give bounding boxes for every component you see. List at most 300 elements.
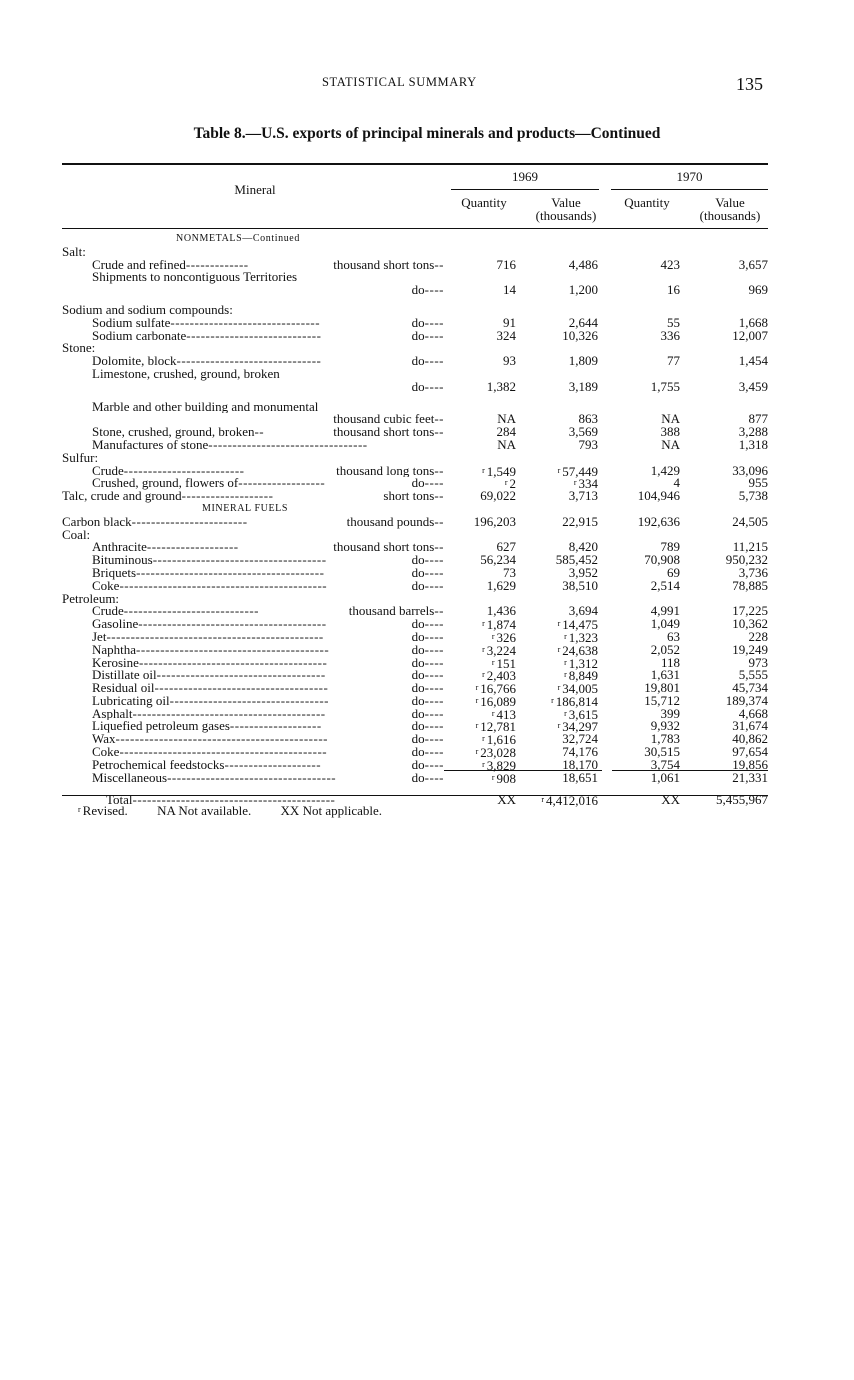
quantity-1970-cell [650, 769, 680, 785]
quantity-1969-cell [503, 355, 516, 368]
leader-dots: ---------------------------------------- [136, 643, 330, 657]
leader-dots: ---------------------------- [186, 329, 322, 343]
value-1970-cell [732, 327, 768, 343]
row-label [92, 477, 325, 490]
value-1970-value: 33,096 [732, 462, 768, 478]
value-1969-value: 1,312 [568, 655, 598, 671]
row-label-text: Bituminous [92, 554, 153, 567]
value-1970-cell [732, 577, 768, 593]
table-row [62, 513, 772, 529]
quantity-1969-value: 23,028 [480, 745, 516, 761]
row-unit [412, 695, 444, 708]
row-label [62, 452, 98, 465]
row-label-text: Miscellaneous [92, 771, 168, 785]
row-unit-text: do [411, 758, 425, 772]
revised-mark: r [475, 721, 479, 731]
leader-dots: -------------------------------------------- [115, 733, 328, 747]
row-label-text: Jet [92, 630, 107, 644]
row-unit [412, 720, 444, 733]
unit-leader-dots: ---- [424, 707, 444, 721]
row-unit [347, 516, 444, 529]
quantity-1969-value: 1,874 [486, 617, 516, 633]
row-unit [412, 772, 444, 785]
leader-dots: ------------------ [238, 477, 326, 491]
value-1970-cell [738, 256, 768, 272]
unit-leader-dots: ---- [424, 566, 444, 580]
value-1970-value: 189,374 [725, 692, 768, 708]
row-unit-text: do [411, 746, 425, 759]
row-unit [333, 541, 444, 554]
quantity-1970-value: 55 [667, 314, 680, 330]
quantity-1969-value: 196,203 [473, 513, 516, 529]
value-1969-value: 4,486 [568, 256, 598, 272]
row-unit-text: thousand pounds [346, 515, 435, 529]
quantity-1969-value: 1,436 [486, 603, 516, 619]
row-label [92, 401, 318, 414]
revised-mark: r [557, 721, 561, 731]
header-mineral: Mineral [234, 182, 276, 197]
row-label-text: Total [106, 794, 133, 808]
quantity-1969-value: 151 [496, 655, 516, 671]
header-quantity-1970: Quantity [624, 195, 670, 210]
row-label-text: Crushed, ground, flowers of [92, 477, 239, 491]
footnote-xx: XX Not applicable. [280, 803, 382, 818]
unit-leader-dots: -- [434, 541, 444, 555]
row-label [62, 529, 90, 542]
row-label [92, 330, 321, 343]
row-label [92, 682, 328, 695]
row-label [92, 580, 327, 593]
unit-leader-dots: ---- [424, 284, 444, 297]
leader-dots: ------------------------------------------- [119, 746, 328, 759]
row-label [202, 503, 288, 516]
value-1970-value: 10,362 [732, 616, 768, 632]
value-1969-value: 334 [578, 476, 598, 492]
quantity-1969-cell [486, 378, 516, 394]
value-1970-value: 12,007 [732, 327, 768, 343]
unit-leader-dots: ---- [424, 643, 444, 657]
row-unit [412, 682, 444, 695]
value-1969-cell [569, 355, 598, 368]
row-unit [412, 330, 444, 343]
table-row [62, 327, 772, 343]
row-label [62, 304, 233, 317]
unit-leader-dots: -- [434, 515, 444, 529]
value-1970-value: 17,225 [732, 603, 768, 619]
quantity-1970-cell [637, 513, 680, 529]
value-1970-value: 5,555 [738, 667, 768, 683]
quantity-1970-value: 789 [660, 539, 680, 555]
value-1969-cell [562, 327, 598, 343]
value-1969-value: 10,326 [562, 327, 598, 343]
quantity-1969-value: 93 [503, 353, 516, 369]
value-1970-value: 5,738 [738, 488, 768, 504]
revised-mark: r [482, 734, 485, 744]
total-rule-1970 [612, 770, 768, 771]
unit-leader-dots: -- [434, 605, 444, 619]
quantity-1969-value: 14 [503, 282, 516, 298]
row-label-text: Distillate oil [92, 669, 157, 683]
row-label-text: Asphalt [92, 707, 133, 721]
quantity-1969-cell [492, 772, 516, 786]
row-label-text: Crude [92, 605, 124, 619]
quantity-1970-value: 9,932 [650, 718, 680, 734]
quantity-1970-value: NA [661, 411, 680, 427]
value-1969-value: 74,176 [562, 744, 598, 760]
header-bottom-rule [62, 228, 768, 229]
row-unit [412, 554, 444, 567]
quantity-1970-cell [660, 256, 681, 272]
row-unit-text: thousand short tons [333, 426, 435, 439]
quantity-1969-value: 2 [509, 476, 516, 492]
row-label-text: Liquefied petroleum gases [92, 720, 230, 734]
table-row [62, 554, 772, 567]
value-1969-cell [562, 513, 598, 529]
revised-mark: r [475, 683, 479, 693]
quantity-1969-value: 908 [496, 770, 516, 786]
table-row [62, 378, 772, 394]
revised-mark: r [557, 644, 561, 654]
quantity-1969-value: 1,549 [486, 463, 516, 479]
year-1970-rule [611, 189, 768, 190]
value-1969-cell [541, 794, 598, 808]
row-label [92, 772, 336, 785]
row-unit-text: thousand barrels [348, 605, 435, 619]
unit-leader-dots: ---- [424, 554, 444, 567]
table-row [62, 271, 772, 284]
row-label [92, 631, 324, 644]
row-unit-text: do [411, 733, 425, 747]
value-1970-value: 1,318 [738, 436, 768, 452]
value-1969-value: 1,323 [568, 629, 598, 645]
row-unit [412, 631, 444, 644]
value-1970-cell [739, 490, 768, 503]
row-label [62, 490, 273, 503]
row-label-text: Anthracite [92, 541, 147, 555]
leader-dots: --------------------------------------- [136, 566, 325, 580]
row-label [92, 657, 327, 670]
leader-dots: ---------------------------- [123, 605, 259, 619]
row-unit [412, 284, 444, 297]
leader-dots: --------------------------------------- [138, 656, 328, 670]
row-label-text: Shipments to noncontiguous Territories [92, 271, 298, 285]
leader-dots: ------------------- [181, 490, 274, 503]
row-label-text: MINERAL FUELS [202, 502, 289, 514]
quantity-1969-cell [497, 436, 516, 452]
row-unit [333, 259, 444, 272]
quantity-1970-value: 2,514 [650, 577, 680, 593]
value-1970-value: 877 [748, 411, 768, 427]
table-row [62, 490, 772, 503]
value-1970-value: 228 [748, 628, 768, 644]
value-1969-value: 793 [578, 436, 598, 452]
footnote-revised-text: Revised. [82, 803, 128, 818]
value-1970-value: 4,668 [738, 705, 768, 721]
quantity-1970-value: 16 [667, 282, 680, 298]
row-unit-text: do [411, 554, 425, 567]
unit-leader-dots: -- [434, 426, 444, 439]
row-unit [336, 465, 444, 478]
row-label-text: Sulfur: [62, 451, 99, 465]
value-1970-value: 31,674 [732, 718, 768, 734]
unit-leader-dots: ---- [424, 630, 444, 644]
table-body [62, 233, 772, 807]
revised-mark: r [564, 631, 567, 641]
value-1970-cell [716, 794, 768, 807]
quantity-1970-cell [667, 284, 680, 297]
row-label-text: Lubricating oil [92, 694, 170, 708]
row-unit [412, 381, 444, 394]
running-head: STATISTICAL SUMMARY [322, 75, 477, 89]
revised-mark: r [557, 683, 561, 693]
row-label [92, 368, 280, 381]
footnote-revised [78, 803, 128, 818]
quantity-1970-value: 4 [673, 475, 680, 491]
row-unit [412, 580, 444, 593]
table-row [62, 284, 772, 297]
header-value-1969 [526, 196, 606, 222]
unit-leader-dots: ---- [424, 720, 444, 734]
quantity-1970-value: 104,946 [637, 488, 680, 504]
unit-leader-dots: ---- [424, 380, 444, 394]
header-value-1970-line2: (thousands) [699, 208, 761, 223]
value-1970-value: 78,885 [732, 577, 768, 593]
leader-dots: -------------------- [224, 758, 322, 772]
row-unit [349, 605, 444, 618]
quantity-1969-value: 69,022 [480, 488, 516, 504]
value-1970-value: 3,736 [738, 564, 768, 580]
table-top-rule [62, 163, 768, 165]
quantity-1970-value: 1,755 [650, 378, 680, 394]
revised-mark: r [475, 747, 479, 757]
row-label [92, 426, 264, 439]
row-unit-text: do [411, 284, 425, 297]
value-1970-value: 40,862 [732, 731, 768, 747]
value-1969-value: 2,644 [568, 314, 598, 330]
leader-dots: -- [254, 426, 265, 439]
quantity-1969-cell [496, 256, 517, 272]
value-1969-cell [562, 577, 598, 593]
row-label-text: NONMETALS—Continued [176, 233, 300, 244]
value-1969-value: 24,638 [562, 642, 598, 658]
row-label-text: Carbon black [62, 515, 132, 529]
quantity-1970-value: 3,754 [650, 756, 680, 772]
leader-dots: ------------------------------- [170, 316, 321, 330]
row-unit [333, 413, 444, 426]
quantity-1970-value: 19,801 [644, 680, 680, 696]
value-1969-value: 18,651 [562, 769, 598, 785]
row-unit [412, 567, 444, 580]
row-label-text: Briquets [92, 566, 137, 580]
row-label-text: Sodium sulfate [92, 316, 171, 330]
quantity-1969-value: 73 [503, 564, 516, 580]
row-unit [412, 317, 444, 330]
row-unit-text: short tons [383, 490, 435, 503]
footnote-na: NA Not available. [157, 803, 252, 818]
quantity-1969-value: 3,224 [486, 642, 516, 658]
quantity-1969-value: NA [497, 411, 516, 427]
quantity-1969-value: 1,629 [486, 577, 516, 593]
row-label-text: Kerosine [92, 656, 139, 670]
quantity-1969-value: NA [497, 436, 516, 452]
row-label [62, 516, 248, 529]
value-1969-value: 3,615 [568, 706, 598, 722]
quantity-1970-cell [638, 490, 680, 503]
value-1969-value: 32,724 [562, 731, 598, 747]
leader-dots: ----------------------------------- [156, 669, 326, 683]
quantity-1969-value: 324 [496, 327, 516, 343]
row-unit-text: do [411, 720, 425, 734]
quantity-1970-value: 423 [660, 256, 680, 272]
value-1969-value: 1,200 [568, 282, 598, 298]
row-unit-text: do [411, 682, 425, 695]
table-row [62, 618, 772, 631]
row-label [92, 605, 259, 618]
leader-dots: ------------------- [229, 720, 322, 734]
value-1969-cell [569, 284, 598, 297]
revised-mark: r [482, 619, 485, 629]
value-1969-value: 3,713 [568, 488, 598, 504]
value-1969-value: 18,170 [562, 756, 598, 772]
quantity-1970-value: 1,049 [650, 616, 680, 632]
row-label-text: Petrochemical feedstocks [92, 758, 225, 772]
value-1969-value: 38,510 [562, 577, 598, 593]
value-1969-value: 3,569 [568, 424, 598, 440]
row-label-text: Salt: [62, 245, 86, 259]
value-1970-value: 19,856 [732, 756, 768, 772]
quantity-1970-value: 69 [667, 564, 680, 580]
revised-mark: r [482, 465, 485, 475]
row-label [92, 720, 322, 733]
row-label-text: Coke [92, 746, 120, 759]
table-row [62, 436, 772, 452]
row-label [92, 259, 249, 272]
leader-dots: ----------------------------------- [167, 771, 337, 785]
row-unit-text: do [411, 707, 425, 721]
quantity-1969-cell [497, 794, 516, 807]
row-label [92, 733, 328, 746]
leader-dots: --------------------------------------- [138, 618, 327, 631]
quantity-1970-cell [661, 436, 680, 452]
unit-leader-dots: -- [434, 413, 444, 427]
row-label-text: Petroleum: [62, 592, 120, 606]
quantity-1970-value: 63 [667, 628, 680, 644]
row-unit [412, 618, 444, 631]
revised-mark: r [482, 644, 485, 654]
value-1969-value: 8,849 [568, 668, 598, 684]
quantity-1970-value: 70,908 [644, 552, 680, 568]
quantity-1970-value: 4,991 [650, 603, 680, 619]
quantity-1970-value: 1,429 [650, 462, 680, 478]
row-unit-text: do [411, 694, 425, 708]
value-1970-value: 3,459 [738, 378, 768, 394]
row-label [92, 759, 321, 772]
leader-dots: ------------------------------ [176, 355, 322, 368]
revised-mark: r [482, 670, 485, 680]
quantity-1969-value: 16,766 [480, 681, 516, 697]
row-unit-text: do [411, 643, 425, 657]
header-year-1969: 1969 [512, 169, 538, 184]
value-1969-cell [578, 436, 599, 452]
value-1969-value: 8,420 [568, 539, 598, 555]
table-row [62, 462, 772, 479]
table-title: Table 8.—U.S. exports of principal minerals and products—Continued [193, 125, 661, 142]
header-quantity-1969: Quantity [461, 195, 507, 210]
revised-mark: r [564, 657, 567, 667]
row-unit [383, 490, 444, 503]
row-unit-text: thousand short tons [333, 541, 435, 555]
row-label-text: Sodium carbonate [92, 329, 187, 343]
table-row [62, 577, 772, 593]
unit-leader-dots: ---- [424, 656, 444, 670]
row-unit-text: do [411, 669, 425, 683]
row-unit-text: thousand long tons [336, 464, 435, 478]
value-1970-value: 969 [748, 282, 768, 298]
quantity-1970-value: XX [661, 792, 680, 808]
row-unit [412, 759, 444, 772]
value-1969-value: 14,475 [562, 617, 598, 633]
value-1970-value: 950,232 [725, 552, 768, 568]
row-label-text: Naphtha [92, 643, 137, 657]
value-1969-value: 34,005 [562, 681, 598, 697]
row-label [92, 317, 320, 330]
row-label-text: Crude [92, 464, 124, 478]
row-unit-text: do [411, 477, 425, 491]
row-unit-text: do [411, 771, 425, 785]
row-unit [412, 669, 444, 682]
row-unit-text: thousand cubic feet [333, 413, 435, 427]
leader-dots: --------------------------------- [169, 694, 329, 708]
row-unit-text: do [411, 316, 425, 330]
row-unit [412, 355, 444, 368]
row-unit-text: do [411, 355, 425, 368]
value-1970-value: 11,215 [732, 539, 768, 555]
header-year-1970: 1970 [676, 169, 703, 184]
revised-mark: r [551, 695, 554, 705]
leader-dots: ---------------------------------------- [132, 707, 326, 721]
value-1970-cell [732, 513, 768, 529]
value-1970-value: 3,657 [738, 256, 768, 272]
leader-dots: --------------------------------- [208, 438, 368, 452]
leader-dots: ------------------------------------ [154, 682, 329, 695]
row-unit [412, 477, 444, 490]
quantity-1969-value: 326 [496, 629, 516, 645]
row-label [92, 708, 326, 721]
value-1970-value: 1,454 [738, 353, 768, 369]
row-label [62, 246, 86, 259]
revised-mark: r [491, 631, 495, 641]
value-1969-value: 4,412,016 [546, 793, 598, 809]
value-1970-value: 973 [748, 654, 768, 670]
quantity-1970-cell [650, 577, 680, 593]
quantity-1969-value: 627 [496, 539, 516, 555]
unit-leader-dots: ---- [424, 618, 444, 631]
row-unit-text: do [411, 329, 425, 343]
value-1969-value: 863 [578, 411, 598, 427]
row-label-text: Manufactures of stone [92, 438, 209, 452]
value-1970-value: 19,249 [732, 641, 768, 657]
unit-leader-dots: ---- [424, 579, 444, 593]
row-label-text: Crude and refined [92, 258, 186, 272]
quantity-1970-cell [667, 355, 680, 368]
revised-mark: r [557, 465, 561, 475]
row-unit-text: do [411, 618, 425, 631]
row-unit-text: do [411, 630, 425, 644]
value-1970-value: 5,455,967 [716, 792, 768, 808]
quantity-1970-value: 118 [660, 654, 680, 670]
value-1970-cell [732, 769, 768, 785]
quantity-1970-cell [660, 327, 681, 343]
